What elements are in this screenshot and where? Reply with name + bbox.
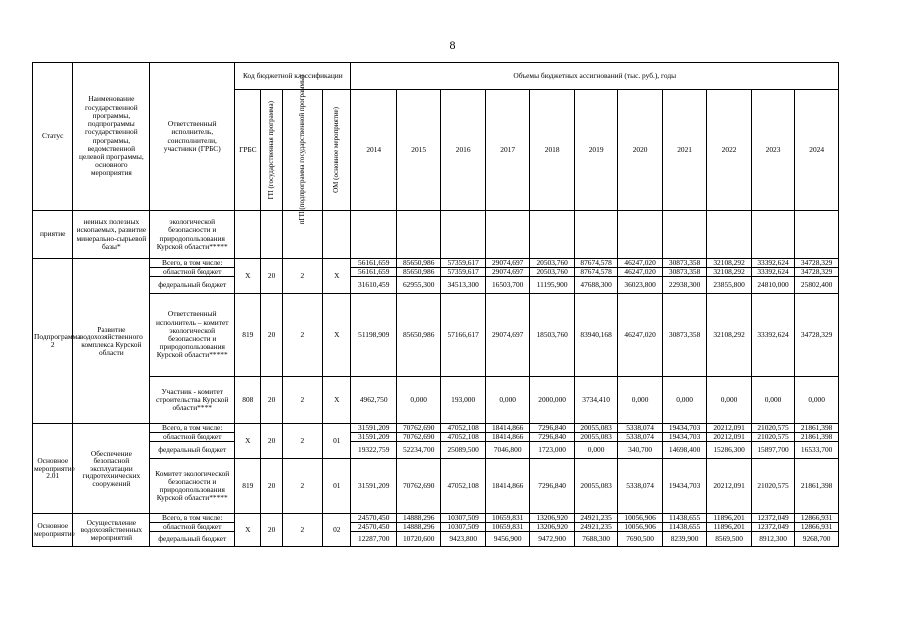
cell-value: 57359,617	[441, 268, 485, 277]
cell-value: 20503,760	[530, 268, 574, 277]
cell-value: 19434,703	[662, 433, 706, 442]
cell-value: 20503,760	[530, 259, 574, 268]
cell-empty	[261, 211, 282, 259]
table-row	[33, 523, 839, 532]
cell-value: 19434,703	[662, 459, 706, 514]
cell-value: 57359,617	[441, 259, 485, 268]
cell-value: 2000,000	[530, 377, 574, 424]
table-row	[33, 277, 839, 294]
cell-value: 32108,292	[707, 259, 751, 268]
cell-value: 11438,655	[662, 523, 706, 532]
cell-value: 85650,986	[396, 294, 440, 377]
header-year: 2024	[795, 90, 839, 211]
cell-empty	[662, 211, 706, 259]
cell-empty	[441, 211, 485, 259]
cell-value: 30873,358	[662, 259, 706, 268]
cell-value: 9456,900	[485, 532, 529, 547]
cell-value: 20055,083	[574, 424, 617, 433]
header-om	[323, 90, 351, 211]
cell-name: Обеспечение безопасной эксплуатации гидротехнических сооружений	[73, 424, 150, 514]
cell-value: 4962,750	[351, 377, 396, 424]
cell-value: 34513,300	[441, 277, 485, 294]
cell-value: 47052,108	[441, 459, 485, 514]
table-row	[33, 532, 839, 547]
cell-gp: 20	[261, 514, 282, 547]
cell-value: 24570,450	[351, 514, 396, 523]
cell-value: 21020,575	[751, 433, 794, 442]
cell-pgp: 2	[282, 459, 322, 514]
cell-value: 20212,091	[707, 424, 751, 433]
cell-value: 19322,759	[351, 442, 396, 459]
cell-om: Х	[323, 377, 351, 424]
cell-value: 34728,329	[795, 268, 839, 277]
header-pgp	[282, 75, 322, 225]
cell-value: 11896,201	[707, 514, 751, 523]
cell-empty	[795, 211, 839, 259]
cell-empty	[751, 211, 794, 259]
table-row	[33, 268, 839, 277]
cell-value: 19434,703	[662, 424, 706, 433]
cell-empty	[485, 211, 529, 259]
cell-value: 193,000	[441, 377, 485, 424]
cell-value: 12866,931	[795, 523, 839, 532]
cell-value: 33392,624	[751, 268, 794, 277]
cell-empty	[618, 211, 662, 259]
cell-value: 62955,300	[396, 277, 440, 294]
cell-value: 12866,931	[795, 514, 839, 523]
cell-name: Осуществление водохозяйственных мероприятий	[73, 514, 150, 547]
cell-value: 56161,659	[351, 268, 396, 277]
cell-om: 01	[323, 424, 351, 459]
header-grbs: ГРБС	[235, 90, 261, 211]
header-year: 2015	[396, 90, 440, 211]
header-gp	[261, 90, 282, 211]
cell-value: 7296,840	[530, 433, 574, 442]
cell-empty	[707, 211, 751, 259]
cell-value: 16533,700	[795, 442, 839, 459]
cell-value: 8569,500	[707, 532, 751, 547]
cell-responsible: федеральный бюджет	[150, 532, 235, 547]
table-row	[33, 514, 839, 523]
header-name: Наименование государственной программы, подпрограммы государственной программы, ведомственной целевой программы, основного мероприятия	[73, 63, 150, 211]
cell-value: 46247,020	[618, 259, 662, 268]
cell-value: 1723,000	[530, 442, 574, 459]
cell-value: 12287,700	[351, 532, 396, 547]
cell-value: 47052,108	[441, 433, 485, 442]
cell-value: 13206,920	[530, 523, 574, 532]
cell-name: Развитие водохозяйственного комплекса Курской области	[73, 259, 150, 424]
cell-value: 15286,300	[707, 442, 751, 459]
header-responsible: Ответственный исполнитель, соисполнители, участники (ГРБС)	[150, 63, 235, 211]
cell-gp: 20	[261, 459, 282, 514]
cell-value: 11896,201	[707, 523, 751, 532]
cell-responsible: областной бюджет	[150, 268, 235, 277]
cell-value: 18414,866	[485, 433, 529, 442]
cell-empty	[574, 211, 617, 259]
cell-value: 29074,697	[485, 268, 529, 277]
header-pgp-text: пГП (подпрограмма государственной программы)	[297, 75, 306, 225]
cell-value: 11438,655	[662, 514, 706, 523]
table-row	[33, 459, 839, 514]
cell-value: 24921,235	[574, 514, 617, 523]
cell-value: 10307,509	[441, 514, 485, 523]
cell-responsible: Всего, в том числе:	[150, 514, 235, 523]
cell-value: 7296,840	[530, 424, 574, 433]
cell-value: 22938,300	[662, 277, 706, 294]
cell-empty	[323, 211, 351, 259]
cell-value: 12372,049	[751, 514, 794, 523]
cell-gp: 20	[261, 377, 282, 424]
cell-grbs: Х	[235, 514, 261, 547]
cell-value: 36023,800	[618, 277, 662, 294]
cell-value: 70762,690	[396, 459, 440, 514]
cell-empty	[530, 211, 574, 259]
cell-value: 10659,831	[485, 523, 529, 532]
cell-pgp: 2	[282, 259, 322, 294]
header-year: 2023	[751, 90, 794, 211]
cell-value: 5338,074	[618, 459, 662, 514]
header-year: 2018	[530, 90, 574, 211]
cell-empty	[351, 211, 396, 259]
cell-value: 10307,509	[441, 523, 485, 532]
cell-value: 32108,292	[707, 268, 751, 277]
cell-empty	[235, 211, 261, 259]
header-year: 2022	[707, 90, 751, 211]
cell-value: 31610,459	[351, 277, 396, 294]
cell-pgp: 2	[282, 424, 322, 459]
cell-value: 8239,900	[662, 532, 706, 547]
cell-value: 0,000	[485, 377, 529, 424]
header-om-text: ОМ (основное мероприятие)	[332, 107, 340, 193]
budget-table	[32, 62, 839, 547]
cell-value: 21861,398	[795, 433, 839, 442]
table-row	[33, 424, 839, 433]
cell-value: 5338,074	[618, 424, 662, 433]
cell-value: 33392,624	[751, 294, 794, 377]
cell-value: 13206,920	[530, 514, 574, 523]
cell-value: 11195,900	[530, 277, 574, 294]
cell-value: 46247,020	[618, 294, 662, 377]
header-budget-code: Код бюджетной классификации	[235, 63, 351, 90]
cell-value: 34728,329	[795, 259, 839, 268]
cell-value: 21020,575	[751, 424, 794, 433]
cell-value: 30873,358	[662, 268, 706, 277]
cell-value: 21861,398	[795, 424, 839, 433]
cell-responsible: федеральный бюджет	[150, 277, 235, 294]
cell-value: 0,000	[662, 377, 706, 424]
cell-grbs: 819	[235, 459, 261, 514]
cell-value: 83940,168	[574, 294, 617, 377]
cell-om: Х	[323, 259, 351, 294]
cell-value: 52234,700	[396, 442, 440, 459]
header-gp-text: ГП (государственная программа)	[266, 100, 275, 200]
cell-responsible: Комитет экологической безопасности и природопользования Курской области*****	[150, 459, 235, 514]
cell-grbs: Х	[235, 424, 261, 459]
cell-gp: 20	[261, 294, 282, 377]
cell-value: 10056,906	[618, 514, 662, 523]
cell-value: 9423,800	[441, 532, 485, 547]
cell-responsible: Ответственный исполнитель – комитет экологической безопасности и природопользования Курской области*****	[150, 294, 235, 377]
cell-value: 47052,108	[441, 424, 485, 433]
cell-value: 31591,209	[351, 424, 396, 433]
header-year: 2021	[662, 90, 706, 211]
cell-value: 25802,400	[795, 277, 839, 294]
cell-value: 20212,091	[707, 433, 751, 442]
cell-value: 18414,866	[485, 424, 529, 433]
cell-value: 46247,020	[618, 268, 662, 277]
cell-responsible: Участник - комитет строительства Курской области****	[150, 377, 235, 424]
cell-value: 14698,400	[662, 442, 706, 459]
header-status: Статус	[33, 63, 73, 211]
cell-pgp: 2	[282, 514, 322, 547]
cell-value: 24810,000	[751, 277, 794, 294]
cell-value: 23855,800	[707, 277, 751, 294]
cell-responsible: Всего, в том числе:	[150, 424, 235, 433]
cell-value: 14888,296	[396, 514, 440, 523]
cell-value: 10056,906	[618, 523, 662, 532]
cell-value: 0,000	[751, 377, 794, 424]
cell-status: Основное мероприятие 2.01	[33, 424, 73, 514]
cell-gp: 20	[261, 424, 282, 459]
cell-value: 87674,578	[574, 259, 617, 268]
cell-value: 20055,083	[574, 433, 617, 442]
cell-value: 7690,500	[618, 532, 662, 547]
cell-value: 18503,760	[530, 294, 574, 377]
cell-status: Подпрограмма 2	[33, 259, 73, 424]
cell-value: 16503,700	[485, 277, 529, 294]
cell-pgp: 2	[282, 294, 322, 377]
cell-gp: 20	[261, 259, 282, 294]
cell-value: 85650,986	[396, 268, 440, 277]
cell-value: 33392,624	[751, 259, 794, 268]
cell-value: 29074,697	[485, 259, 529, 268]
cell-status: Основное мероприятие	[33, 514, 73, 547]
cell-value: 10720,600	[396, 532, 440, 547]
cell-value: 87674,578	[574, 268, 617, 277]
cell-value: 70762,690	[396, 424, 440, 433]
table-row	[33, 259, 839, 268]
header-year: 2014	[351, 90, 396, 211]
cell-value: 9268,700	[795, 532, 839, 547]
page-number: 8	[449, 38, 456, 52]
cell-value: 10659,831	[485, 514, 529, 523]
table-row	[33, 433, 839, 442]
cell-value: 0,000	[574, 442, 617, 459]
cell-value: 3734,410	[574, 377, 617, 424]
table-row	[33, 211, 839, 259]
cell-name: неиных полезных ископаемых, развитие минерально-сырьевой базы*	[73, 211, 150, 259]
table-row	[33, 442, 839, 459]
table-row	[33, 294, 839, 377]
cell-value: 21020,575	[751, 459, 794, 514]
cell-responsible: областной бюджет	[150, 523, 235, 532]
cell-value: 9472,900	[530, 532, 574, 547]
header-year: 2019	[574, 90, 617, 211]
cell-value: 31591,209	[351, 459, 396, 514]
cell-value: 5338,074	[618, 433, 662, 442]
cell-value: 51198,909	[351, 294, 396, 377]
cell-responsible: федеральный бюджет	[150, 442, 235, 459]
cell-value: 0,000	[795, 377, 839, 424]
cell-value: 0,000	[618, 377, 662, 424]
header-year: 2017	[485, 90, 529, 211]
cell-value: 7296,840	[530, 459, 574, 514]
cell-om: 01	[323, 459, 351, 514]
cell-om: 02	[323, 514, 351, 547]
cell-value: 8912,300	[751, 532, 794, 547]
cell-value: 24570,450	[351, 523, 396, 532]
cell-value: 20212,091	[707, 459, 751, 514]
header-year: 2020	[618, 90, 662, 211]
cell-grbs: 808	[235, 377, 261, 424]
cell-status: приятие	[33, 211, 73, 259]
cell-value: 31591,209	[351, 433, 396, 442]
cell-grbs: Х	[235, 259, 261, 294]
cell-value: 30873,358	[662, 294, 706, 377]
cell-responsible: областной бюджет	[150, 433, 235, 442]
header-volumes: Объемы бюджетных ассигнований (тыс. руб.), годы	[351, 63, 839, 90]
cell-empty	[396, 211, 440, 259]
cell-value: 7688,300	[574, 532, 617, 547]
cell-value: 29074,697	[485, 294, 529, 377]
cell-value: 70762,690	[396, 433, 440, 442]
cell-value: 21861,398	[795, 459, 839, 514]
cell-value: 24921,235	[574, 523, 617, 532]
cell-responsible: экологической безопасности и природопользования Курской области*****	[150, 211, 235, 259]
cell-value: 34728,329	[795, 294, 839, 377]
cell-value: 15897,700	[751, 442, 794, 459]
cell-value: 32108,292	[707, 294, 751, 377]
cell-responsible: Всего, в том числе:	[150, 259, 235, 268]
cell-value: 0,000	[707, 377, 751, 424]
cell-value: 340,700	[618, 442, 662, 459]
cell-pgp: 2	[282, 377, 322, 424]
cell-value: 0,000	[396, 377, 440, 424]
cell-value: 12372,049	[751, 523, 794, 532]
header-year: 2016	[441, 90, 485, 211]
cell-value: 18414,866	[485, 459, 529, 514]
cell-value: 57166,617	[441, 294, 485, 377]
cell-om: Х	[323, 294, 351, 377]
cell-value: 47688,300	[574, 277, 617, 294]
cell-grbs: 819	[235, 294, 261, 377]
cell-value: 56161,659	[351, 259, 396, 268]
cell-value: 20055,083	[574, 459, 617, 514]
cell-value: 14888,296	[396, 523, 440, 532]
cell-value: 25089,500	[441, 442, 485, 459]
table-row	[33, 377, 839, 424]
cell-value: 7046,800	[485, 442, 529, 459]
cell-value: 85650,986	[396, 259, 440, 268]
